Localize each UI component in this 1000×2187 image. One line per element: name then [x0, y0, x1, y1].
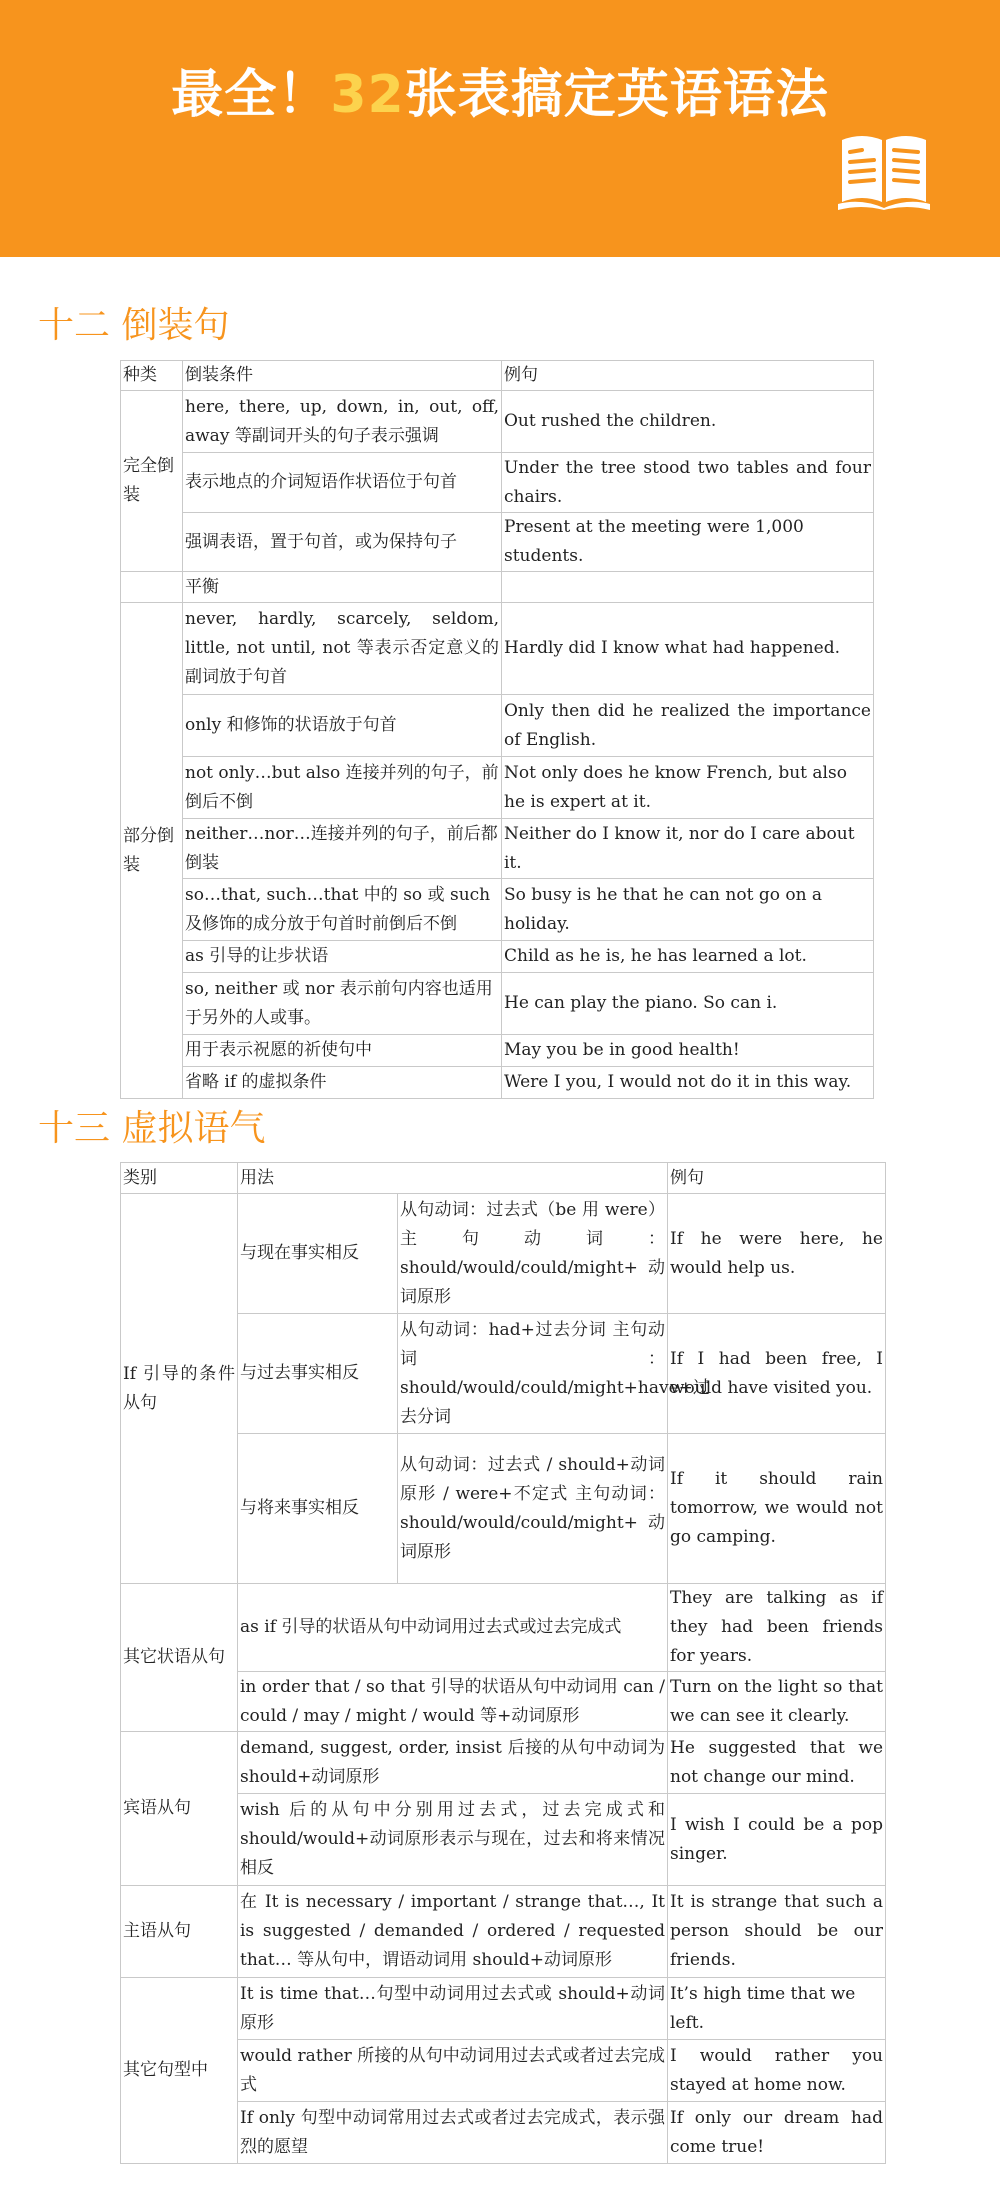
category-if-clause: If 引导的条件从句 — [121, 1194, 238, 1584]
example-cell: If he were here, he would help us. — [668, 1194, 886, 1314]
example-cell: I wish I could be a pop singer. — [668, 1794, 886, 1886]
example-cell: Child as he is, he has learned a lot. — [502, 941, 874, 973]
condition-cell: here, there, up, down, in, out, off, away 等副词开头的句子表示强调 — [183, 391, 502, 453]
table-row — [121, 1035, 874, 1067]
usage-cell: demand, suggest, order, insist 后接的从句中动词为 should+动词原形 — [238, 1732, 668, 1794]
table-row — [121, 695, 874, 757]
usage-cell: If only 句型中动词常用过去式或者过去完成式，表示强烈的愿望 — [238, 2102, 668, 2164]
example-cell: It is strange that such a person should be our friends. — [668, 1886, 886, 1978]
condition-cell: not only…but also 连接并列的句子，前倒后不倒 — [183, 757, 502, 819]
example-cell: I would rather you stayed at home now. — [668, 2040, 886, 2102]
usage-cell: 从句动词：had+过去分词 主句动词：should/would/could/might+have+过去分词 — [398, 1314, 668, 1434]
condition-cell: as 引导的让步状语 — [183, 941, 502, 973]
header-usage: 用法 — [238, 1163, 668, 1194]
example-cell: If I had been free, I would have visited you. — [668, 1314, 886, 1434]
example-cell: So busy is he that he can not go on a holiday. — [502, 879, 874, 941]
condition-cell: 省略 if 的虚拟条件 — [183, 1067, 502, 1099]
example-cell: Were I you, I would not do it in this way. — [502, 1067, 874, 1099]
table-row — [121, 453, 874, 513]
condition-cell: 表示地点的介词短语作状语位于句首 — [183, 453, 502, 513]
header-example: 例句 — [668, 1163, 886, 1194]
header-category: 类别 — [121, 1163, 238, 1194]
usage-cell: as if 引导的状语从句中动词用过去式或过去完成式 — [238, 1584, 668, 1672]
usage-cell: 在 It is necessary / important / strange that…, It is suggested / demanded / ordered / requested that… 等从句中，谓语动词用 should+动词原形 — [238, 1886, 668, 1978]
condition-cell: 平衡 — [183, 572, 502, 603]
usage-cell: 从句动词：过去式 / should+动词原形 / were+不定式 主句动词：should/would/could/might+ 动词原形 — [398, 1434, 668, 1584]
example-cell: He suggested that we not change our mind. — [668, 1732, 886, 1794]
table-row — [121, 1584, 886, 1672]
category-subject-clause: 主语从句 — [121, 1886, 238, 1978]
header-type: 种类 — [121, 361, 183, 391]
example-cell: If it should rain tomorrow, we would not go camping. — [668, 1434, 886, 1584]
table-row — [121, 879, 874, 941]
table-row — [121, 1978, 886, 2040]
table-row — [121, 1732, 886, 1794]
category-other-patterns: 其它句型中 — [121, 1978, 238, 2164]
title-suffix: 张表搞定英语语法 — [404, 65, 829, 125]
section-title-inversion: 十二 倒装句 — [38, 305, 230, 346]
category-other-adverbial: 其它状语从句 — [121, 1584, 238, 1732]
subjunctive-table — [120, 1162, 886, 2164]
inversion-table — [120, 360, 874, 1099]
condition-cell: so, neither 或 nor 表示前句内容也适用于另外的人或事。 — [183, 973, 502, 1035]
section-title-subjunctive: 十三 虚拟语气 — [38, 1108, 266, 1149]
usage-cell: would rather 所接的从句中动词用过去式或者过去完成式 — [238, 2040, 668, 2102]
usage-cell: in order that / so that 引导的状语从句中动词用 can / could / may / might / would 等+动词原形 — [238, 1672, 668, 1732]
category-partial-inversion: 部分倒装 — [121, 603, 183, 1099]
table-row — [121, 941, 874, 973]
usage-cell: It is time that…句型中动词用过去式或 should+动词原形 — [238, 1978, 668, 2040]
example-cell: Under the tree stood two tables and four chairs. — [502, 453, 874, 513]
fact-type-cell: 与现在事实相反 — [238, 1194, 398, 1314]
empty-cell — [121, 572, 183, 603]
title-prefix: 最全！ — [171, 65, 331, 125]
fact-type-cell: 与将来事实相反 — [238, 1434, 398, 1584]
example-cell: If only our dream had come true! — [668, 2102, 886, 2164]
table-row — [121, 1067, 874, 1099]
condition-cell: 强调表语，置于句首，或为保持句子 — [183, 513, 502, 572]
book-icon — [838, 130, 930, 210]
condition-cell: so…that, such…that 中的 so 或 such 及修饰的成分放于句首时前倒后不倒 — [183, 879, 502, 941]
example-cell: Hardly did I know what had happened. — [502, 603, 874, 695]
usage-cell: 从句动词：过去式（be 用 were）主句动词：should/would/could/might+ 动词原形 — [398, 1194, 668, 1314]
table-row — [121, 1886, 886, 1978]
table-row — [121, 603, 874, 695]
table-row — [121, 819, 874, 879]
example-cell: It’s high time that we left. — [668, 1978, 886, 2040]
example-cell: Neither do I know it, nor do I care about it. — [502, 819, 874, 879]
condition-cell: never, hardly, scarcely, seldom, little, not until, not 等表示否定意义的副词放于句首 — [183, 603, 502, 695]
table-header-row — [121, 1163, 886, 1194]
header-example: 例句 — [502, 361, 874, 391]
example-cell: He can play the piano. So can i. — [502, 973, 874, 1035]
table-row — [121, 572, 874, 603]
example-cell: May you be in good health! — [502, 1035, 874, 1067]
table-row — [121, 757, 874, 819]
example-cell: Present at the meeting were 1,000 students. — [502, 513, 874, 572]
title-number: 32 — [330, 65, 405, 125]
table-row — [121, 513, 874, 572]
example-cell: Not only does he know French, but also he is expert at it. — [502, 757, 874, 819]
table-row — [121, 1194, 886, 1314]
empty-cell — [502, 572, 874, 603]
condition-cell: neither…nor…连接并列的句子，前后都倒装 — [183, 819, 502, 879]
category-object-clause: 宾语从句 — [121, 1732, 238, 1886]
table-row — [121, 973, 874, 1035]
usage-cell: wish 后的从句中分别用过去式，过去完成式和 should/would+动词原形表示与现在，过去和将来情况相反 — [238, 1794, 668, 1886]
example-cell: They are talking as if they had been friends for years. — [668, 1584, 886, 1672]
table-header-row — [121, 361, 874, 391]
example-cell: Out rushed the children. — [502, 391, 874, 453]
header-banner — [0, 0, 1000, 257]
condition-cell: 用于表示祝愿的祈使句中 — [183, 1035, 502, 1067]
page-title — [0, 52, 1000, 127]
example-cell: Only then did he realized the importance of English. — [502, 695, 874, 757]
category-full-inversion: 完全倒装 — [121, 391, 183, 572]
example-cell: Turn on the light so that we can see it clearly. — [668, 1672, 886, 1732]
header-condition: 倒装条件 — [183, 361, 502, 391]
table-row — [121, 391, 874, 453]
condition-cell: only 和修饰的状语放于句首 — [183, 695, 502, 757]
fact-type-cell: 与过去事实相反 — [238, 1314, 398, 1434]
